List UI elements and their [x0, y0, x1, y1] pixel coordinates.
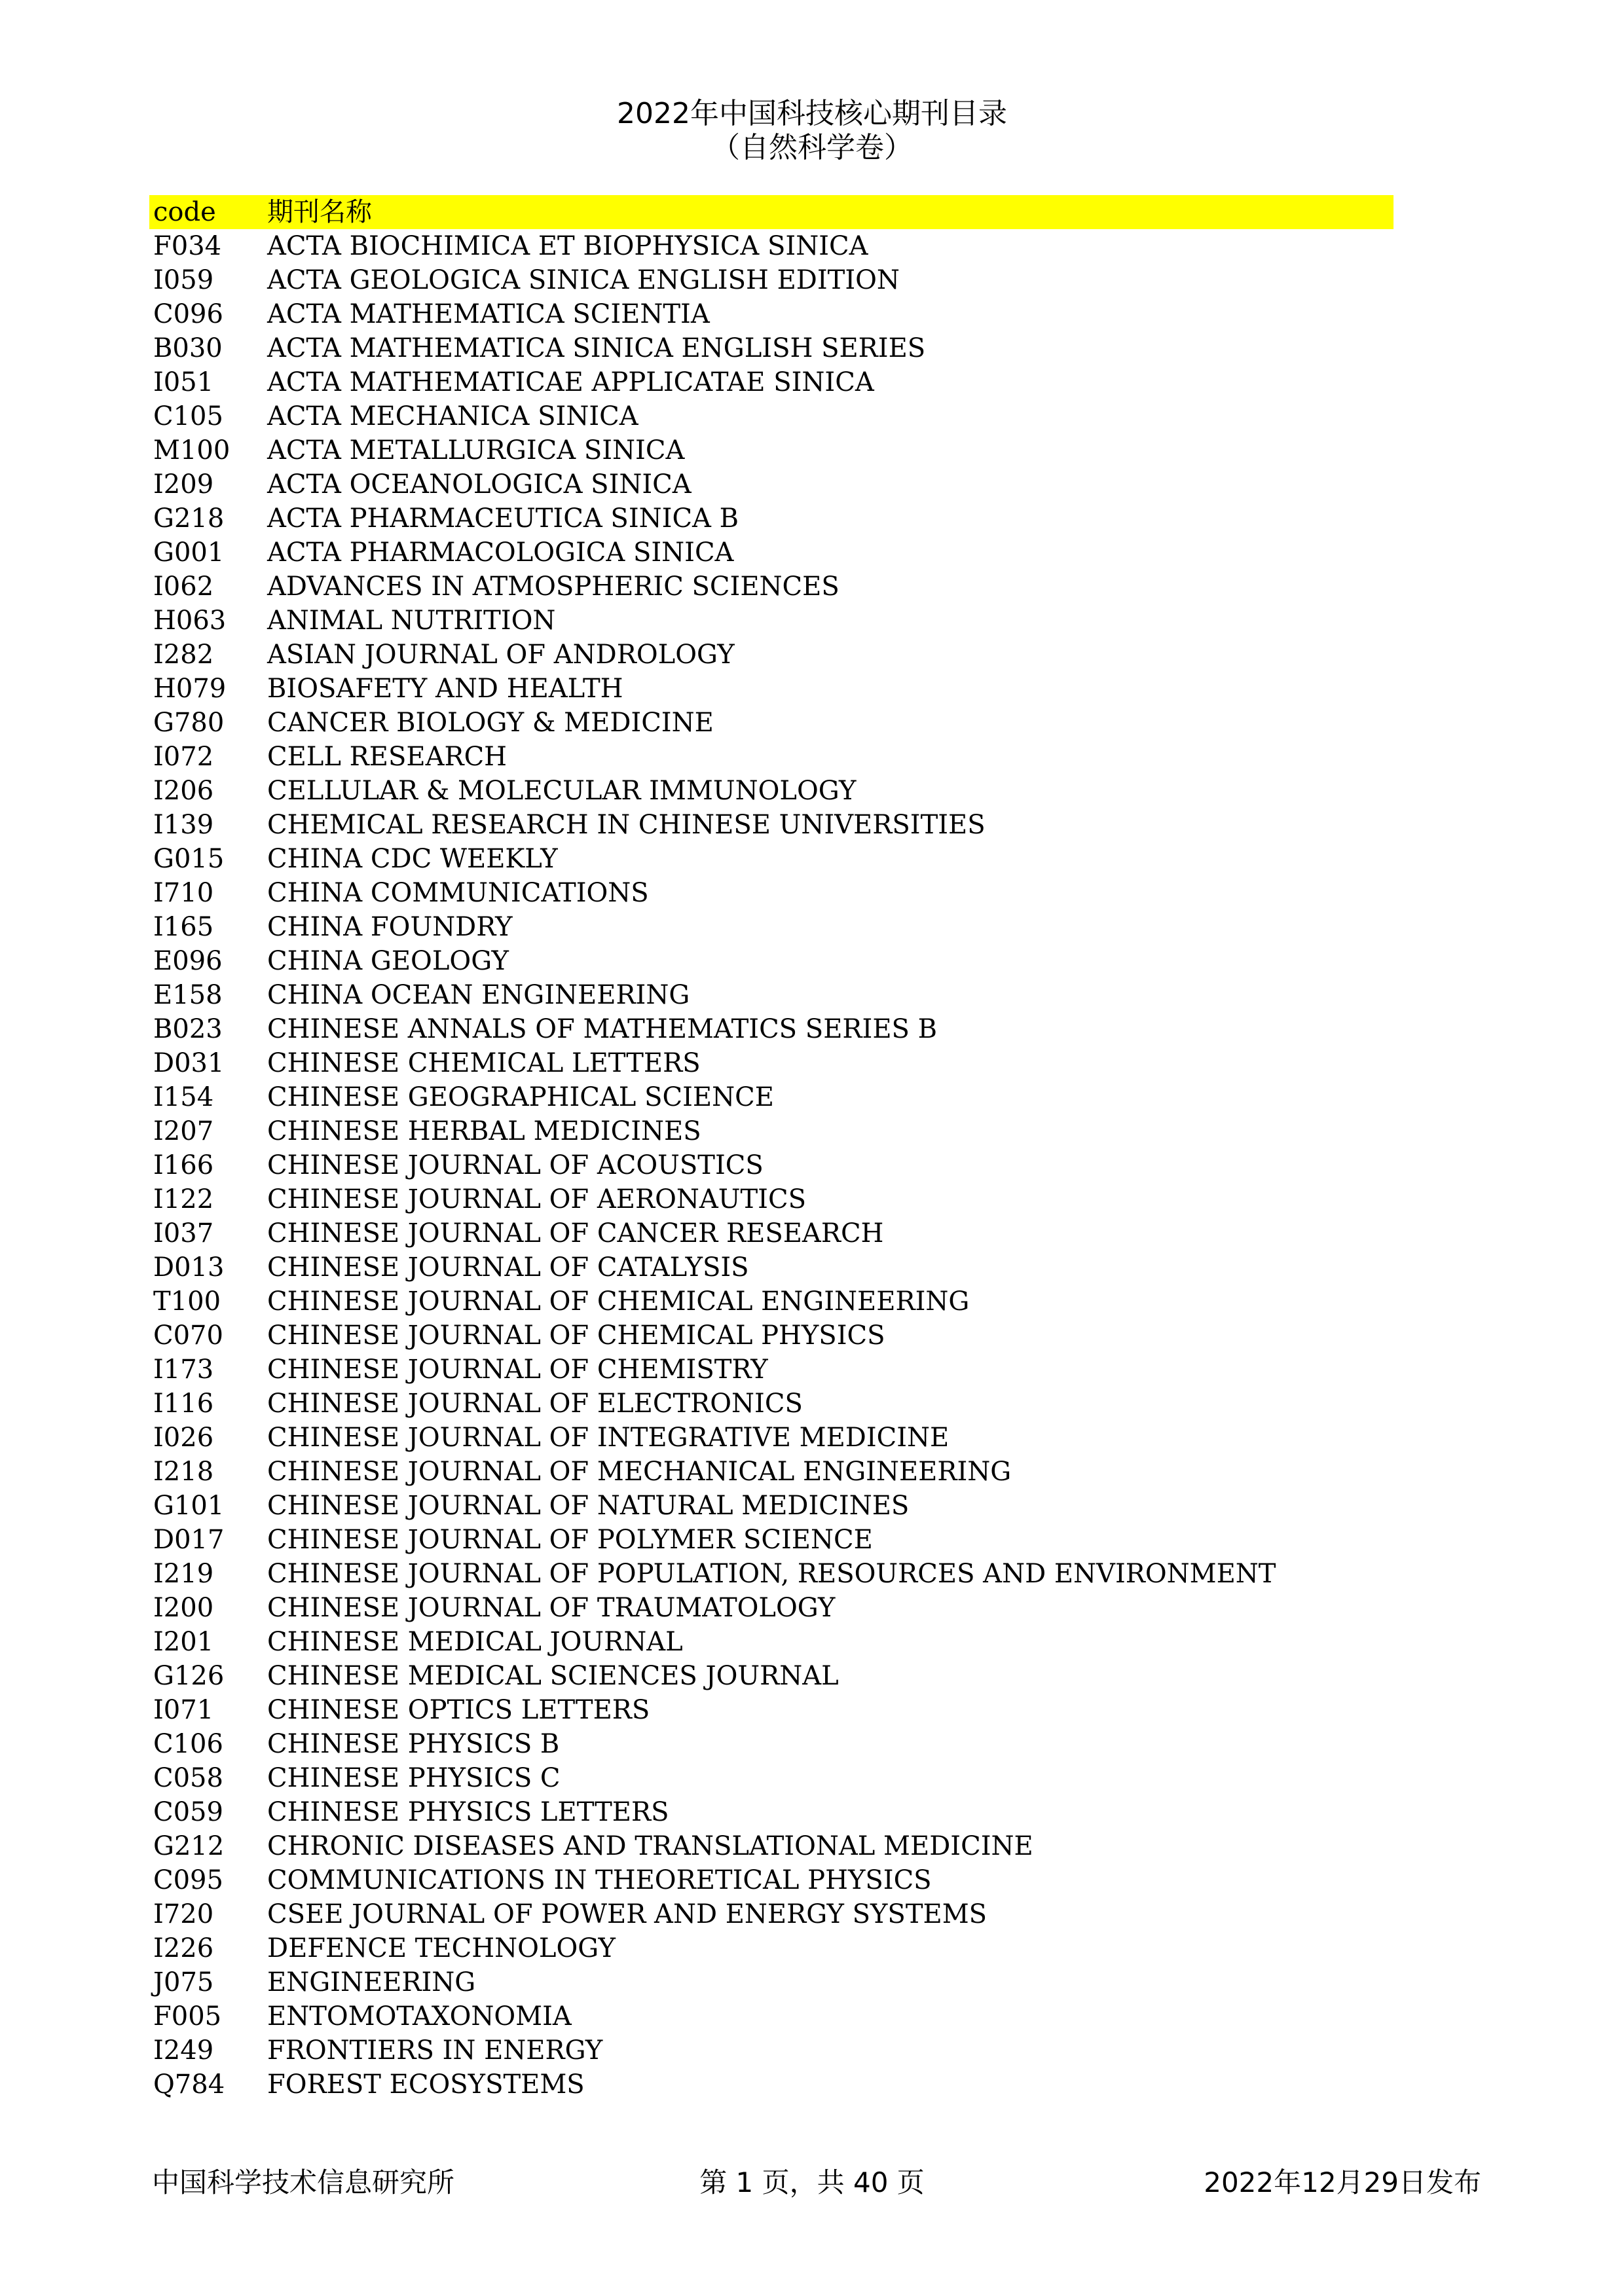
journal-name: CHINESE JOURNAL OF CHEMICAL PHYSICS [267, 1321, 885, 1351]
journal-name: CHINESE JOURNAL OF CANCER RESEARCH [267, 1218, 884, 1248]
table-row [149, 604, 1393, 638]
table-row [149, 1931, 1393, 1965]
table-row [149, 365, 1393, 399]
journal-name: CHINESE JOURNAL OF AERONAUTICS [267, 1184, 806, 1214]
table-row [149, 774, 1393, 808]
table-row [149, 978, 1393, 1012]
journal-code: B023 [153, 1014, 223, 1044]
journal-code: D017 [153, 1525, 225, 1555]
journal-name: CHRONIC DISEASES AND TRANSLATIONAL MEDICINE [267, 1831, 1033, 1861]
journal-code: M100 [153, 435, 231, 465]
table-row [149, 1727, 1393, 1761]
journal-code: E096 [153, 946, 223, 976]
journal-name: ACTA MATHEMATICA SINICA ENGLISH SERIES [267, 333, 926, 363]
table-row [149, 399, 1393, 433]
journal-name: CHINESE PHYSICS B [267, 1729, 560, 1759]
journal-code: I026 [153, 1423, 214, 1453]
journal-code: E158 [153, 980, 223, 1010]
table-row [149, 297, 1393, 331]
table-row [149, 1761, 1393, 1795]
journal-code: J075 [153, 1967, 214, 1997]
journal-name: CHINESE JOURNAL OF ELECTRONICS [267, 1389, 803, 1419]
table-row [149, 467, 1393, 501]
journal-name: CHINESE OPTICS LETTERS [267, 1695, 650, 1725]
journal-name: FOREST ECOSYSTEMS [267, 2069, 585, 2100]
journal-code: I207 [153, 1116, 214, 1146]
journal-code: I154 [153, 1082, 214, 1112]
journal-code: T100 [153, 1286, 221, 1317]
journal-code: H063 [153, 606, 227, 636]
table-row [149, 1012, 1393, 1046]
journal-code: D013 [153, 1252, 225, 1283]
journal-code: C105 [153, 401, 223, 431]
journal-code: I051 [153, 367, 214, 397]
journal-code: G015 [153, 844, 225, 874]
journal-name: ACTA METALLURGICA SINICA [267, 435, 685, 465]
journal-code: I200 [153, 1593, 214, 1623]
journal-code: C070 [153, 1321, 223, 1351]
table-row [149, 1863, 1393, 1897]
table-row [149, 706, 1393, 740]
table-row [149, 1659, 1393, 1693]
journal-name: ACTA MATHEMATICA SCIENTIA [267, 299, 710, 329]
table-row [149, 1795, 1393, 1829]
table-row [149, 1693, 1393, 1727]
journal-name: ANIMAL NUTRITION [267, 606, 556, 636]
document-title: 2022年中国科技核心期刊目录 [617, 97, 1007, 130]
table-row [149, 501, 1393, 536]
journal-code: F005 [153, 2001, 222, 2032]
footer-release-date: 2022年12月29日发布 [1204, 2166, 1481, 2198]
journal-code: G218 [153, 503, 225, 534]
journal-code: G001 [153, 538, 225, 568]
table-body [149, 229, 1393, 2102]
journal-code: I710 [153, 878, 214, 908]
journal-name: ENGINEERING [267, 1967, 476, 1997]
journal-name: CHINESE JOURNAL OF MECHANICAL ENGINEERING [267, 1457, 1012, 1487]
journal-name: ENTOMOTAXONOMIA [267, 2001, 572, 2032]
table-row [149, 1965, 1393, 1999]
table-row [149, 1046, 1393, 1080]
table-row [149, 638, 1393, 672]
journal-name: BIOSAFETY AND HEALTH [267, 674, 623, 704]
journal-code: I062 [153, 572, 214, 602]
document-subtitle: （自然科学卷） [711, 131, 913, 164]
column-header-code: code [153, 197, 216, 227]
journal-name: CELL RESEARCH [267, 742, 507, 772]
journal-name: CHINESE PHYSICS LETTERS [267, 1797, 669, 1827]
journal-name: ACTA GEOLOGICA SINICA ENGLISH EDITION [267, 265, 900, 295]
journal-code: F034 [153, 231, 222, 261]
journal-code: G780 [153, 708, 225, 738]
table-row [149, 1182, 1393, 1216]
table-row [149, 570, 1393, 604]
table-row [149, 1421, 1393, 1455]
journal-code: I218 [153, 1457, 214, 1487]
table-row [149, 842, 1393, 876]
table-row [149, 1897, 1393, 1931]
journal-code: I166 [153, 1150, 214, 1180]
journal-code: I122 [153, 1184, 214, 1214]
footer-publisher: 中国科学技术信息研究所 [152, 2166, 455, 2198]
journal-code: I139 [153, 810, 214, 840]
table-row [149, 263, 1393, 297]
journal-name: ACTA PHARMACOLOGICA SINICA [267, 538, 734, 568]
journal-code: I219 [153, 1559, 214, 1589]
table-row [149, 1387, 1393, 1421]
journal-code: I072 [153, 742, 214, 772]
journal-name: CANCER BIOLOGY & MEDICINE [267, 708, 714, 738]
table-row [149, 672, 1393, 706]
journal-code: I720 [153, 1899, 214, 1929]
journal-code: I226 [153, 1933, 214, 1963]
journal-name: CHINESE JOURNAL OF NATURAL MEDICINES [267, 1491, 910, 1521]
journal-name: CHINESE MEDICAL SCIENCES JOURNAL [267, 1661, 839, 1691]
table-row [149, 808, 1393, 842]
table-row [149, 1285, 1393, 1319]
table-row [149, 1216, 1393, 1250]
journal-code: C058 [153, 1763, 223, 1793]
footer-page-info: 第 1 页，共 40 页 [699, 2166, 925, 2198]
journal-name: CHINESE JOURNAL OF ACOUSTICS [267, 1150, 764, 1180]
journal-code: I037 [153, 1218, 214, 1248]
journal-code: I201 [153, 1627, 214, 1657]
table-row [149, 1250, 1393, 1285]
journal-code: D031 [153, 1048, 225, 1078]
table-row [149, 876, 1393, 910]
journal-name: ACTA MATHEMATICAE APPLICATAE SINICA [267, 367, 874, 397]
table-row [149, 433, 1393, 467]
table-row [149, 740, 1393, 774]
journal-code: C096 [153, 299, 223, 329]
journal-code: C106 [153, 1729, 223, 1759]
journal-code: C059 [153, 1797, 223, 1827]
journal-code: G126 [153, 1661, 225, 1691]
journal-code: B030 [153, 333, 223, 363]
table-header-row [149, 195, 1393, 229]
journal-name: CHINESE JOURNAL OF INTEGRATIVE MEDICINE [267, 1423, 950, 1453]
table-row [149, 1829, 1393, 1863]
journal-name: CHINA FOUNDRY [267, 912, 513, 942]
journal-name: ACTA OCEANOLOGICA SINICA [267, 469, 692, 500]
table-row [149, 536, 1393, 570]
journal-code: H079 [153, 674, 227, 704]
journal-name: CHINA CDC WEEKLY [267, 844, 558, 874]
journal-name: ACTA BIOCHIMICA ET BIOPHYSICA SINICA [267, 231, 868, 261]
journal-code: Q784 [153, 2069, 225, 2100]
journal-name: CELLULAR & MOLECULAR IMMUNOLOGY [267, 776, 857, 806]
table-row [149, 1148, 1393, 1182]
journal-name: CHINESE GEOGRAPHICAL SCIENCE [267, 1082, 774, 1112]
table-row [149, 1353, 1393, 1387]
journal-name: ACTA PHARMACEUTICA SINICA B [267, 503, 739, 534]
journal-code: I206 [153, 776, 214, 806]
journal-table [149, 195, 1393, 2102]
table-row [149, 2033, 1393, 2068]
table-row [149, 229, 1393, 263]
table-row [149, 1319, 1393, 1353]
table-row [149, 1114, 1393, 1148]
column-header-name: 期刊名称 [267, 197, 372, 227]
journal-name: CHINESE CHEMICAL LETTERS [267, 1048, 701, 1078]
table-row [149, 331, 1393, 365]
journal-name: CHINA COMMUNICATIONS [267, 878, 649, 908]
journal-name: CHINESE HERBAL MEDICINES [267, 1116, 701, 1146]
journal-code: I282 [153, 640, 214, 670]
journal-code: I173 [153, 1355, 214, 1385]
journal-name: CHINESE JOURNAL OF POLYMER SCIENCE [267, 1525, 873, 1555]
journal-name: CHINA GEOLOGY [267, 946, 509, 976]
table-row [149, 1080, 1393, 1114]
journal-name: CHEMICAL RESEARCH IN CHINESE UNIVERSITIES [267, 810, 986, 840]
journal-code: I116 [153, 1389, 214, 1419]
journal-code: I165 [153, 912, 214, 942]
table-row [149, 944, 1393, 978]
journal-code: G101 [153, 1491, 225, 1521]
journal-name: ADVANCES IN ATMOSPHERIC SCIENCES [267, 572, 840, 602]
journal-code: G212 [153, 1831, 225, 1861]
journal-name: CHINA OCEAN ENGINEERING [267, 980, 690, 1010]
journal-name: CHINESE JOURNAL OF POPULATION, RESOURCES AND ENVIRONMENT [267, 1559, 1276, 1589]
journal-name: CHINESE MEDICAL JOURNAL [267, 1627, 683, 1657]
table-row [149, 1591, 1393, 1625]
journal-code: I059 [153, 265, 214, 295]
journal-name: CSEE JOURNAL OF POWER AND ENERGY SYSTEMS [267, 1899, 987, 1929]
journal-name: ASIAN JOURNAL OF ANDROLOGY [267, 640, 735, 670]
journal-name: FRONTIERS IN ENERGY [267, 2035, 603, 2066]
table-row [149, 910, 1393, 944]
journal-code: C095 [153, 1865, 223, 1895]
table-row [149, 1999, 1393, 2033]
journal-name: CHINESE JOURNAL OF CHEMISTRY [267, 1355, 768, 1385]
journal-name: ACTA MECHANICA SINICA [267, 401, 638, 431]
table-row [149, 1625, 1393, 1659]
journal-name: CHINESE JOURNAL OF CATALYSIS [267, 1252, 749, 1283]
table-row [149, 1455, 1393, 1489]
table-row [149, 1489, 1393, 1523]
journal-name: CHINESE JOURNAL OF CHEMICAL ENGINEERING [267, 1286, 970, 1317]
journal-name: CHINESE ANNALS OF MATHEMATICS SERIES B [267, 1014, 938, 1044]
journal-name: CHINESE JOURNAL OF TRAUMATOLOGY [267, 1593, 836, 1623]
journal-code: I209 [153, 469, 214, 500]
journal-code: I071 [153, 1695, 214, 1725]
journal-name: DEFENCE TECHNOLOGY [267, 1933, 616, 1963]
journal-name: COMMUNICATIONS IN THEORETICAL PHYSICS [267, 1865, 932, 1895]
table-row [149, 2068, 1393, 2102]
journal-name: CHINESE PHYSICS C [267, 1763, 561, 1793]
journal-code: I249 [153, 2035, 214, 2066]
table-row [149, 1557, 1393, 1591]
table-row [149, 1523, 1393, 1557]
